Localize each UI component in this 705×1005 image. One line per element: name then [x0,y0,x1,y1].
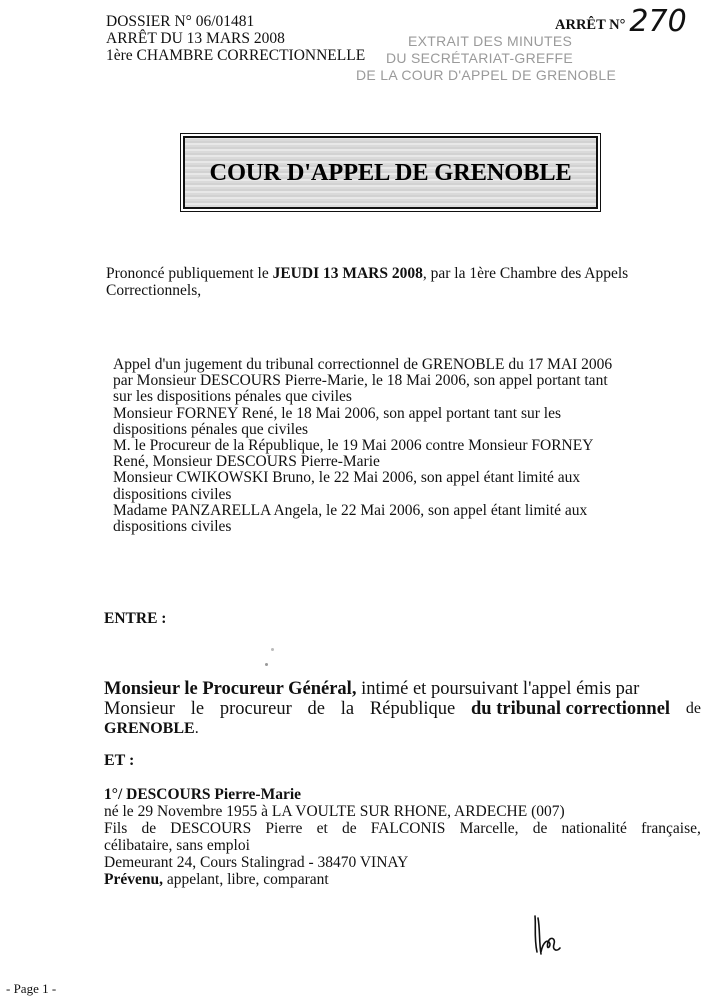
word: FALCONIS [370,820,446,837]
appeal-line: dispositions pénales que civiles [113,420,309,438]
party-status: célibataire, sans emploi [104,837,250,854]
word: le [190,699,205,719]
procureur-title: Monsieur le Procureur Général, [104,679,357,699]
appeal-line: Madame PANZARELLA Angela, le 22 Mai 2006, son appel étant limité aux [113,501,588,519]
arret-label: ARRÊT N° [555,17,626,33]
arret-number-handwritten: 270 [629,4,687,39]
handwritten-initials-icon [530,912,566,958]
procureur-line-2 [104,699,701,719]
pronounce-suffix: , par la 1ère Chambre des Appels [422,265,629,282]
pronounce-line-1 [106,266,628,282]
appeal-line: René, Monsieur DESCOURS Pierre-Marie [113,453,380,471]
stamp-line-1: EXTRAIT DES MINUTES [408,33,573,49]
party-role [104,872,329,888]
party-heading: 1°/ DESCOURS Pierre-Marie [104,786,302,803]
party-role-text: appelant, libre, comparant [162,871,329,888]
word: de [307,699,325,719]
city-name: GRENOBLE [104,720,195,737]
appeals-list [113,357,612,535]
et-heading: ET : [104,752,135,769]
page-number: - Page 1 - [6,981,57,996]
word: Fils [104,820,128,837]
appeal-line: Monsieur FORNEY René, le 18 Mai 2006, son appel portant tant sur les [113,404,562,422]
court-title-box [183,136,598,209]
entre-heading: ENTRE : [104,610,167,627]
scan-speck [271,648,274,651]
appeal-line: Monsieur CWIKOWSKI Bruno, le 22 Mai 2006, son appel étant limité aux [113,469,581,487]
court-title: COUR D'APPEL DE GRENOBLE [209,158,572,186]
arret-number-block [555,4,687,39]
procureur-line-1 [104,679,639,699]
procureur-line-3 [104,719,199,739]
pronounce-line-2: Correctionnels, [106,282,202,299]
party-address: Demeurant 24, Cours Stalingrad - 38470 VINAY [104,854,409,871]
word: et [316,820,328,837]
word: de [532,820,548,837]
word: Marcelle, [459,820,519,837]
word: République [369,699,456,719]
party-birth: né le 29 Novembre 1955 à LA VOULTE SUR RHONE, ARDECHE (007) [104,803,565,820]
appeal-line: M. le Procureur de la République, le 19 Mai 2006 contre Monsieur FORNEY [113,436,594,454]
appeal-line: par Monsieur DESCOURS Pierre-Marie, le 18 Mai 2006, son appel portant tant [113,372,608,390]
tribunal-name: du tribunal correctionnel [471,699,671,719]
word: Pierre [265,820,303,837]
word: procureur [219,699,292,719]
word: DESCOURS [170,820,252,837]
party-parents [104,821,701,837]
word: de [341,820,357,837]
appeal-line: Appel d'un jugement du tribunal correctionnel de GRENOBLE du 17 MAI 2006 [113,356,613,373]
stamp-line-2: DU SECRÉTARIAT-GREFFE [386,50,574,66]
party-role-label: Prévenu, [104,871,163,888]
appeal-line: dispositions civiles [113,485,232,503]
word: la [340,699,355,719]
pronounce-date: JEUDI 13 MARS 2008 [272,265,423,282]
pronounce-prefix: Prononcé publiquement le [106,265,273,282]
chamber: 1ère CHAMBRE CORRECTIONNELLE [106,47,366,64]
appeal-line: dispositions civiles [113,517,232,535]
procureur-text-1: intimé et poursuivant l'appel émis par [356,679,640,699]
dossier-number: DOSSIER N° 06/01481 [106,13,255,30]
arret-date: ARRÊT DU 13 MARS 2008 [106,30,285,47]
word: nationalité [561,820,627,837]
word: Monsieur [104,699,175,719]
word: de [685,700,701,717]
appeal-line: sur les dispositions pénales que civiles [113,388,352,406]
stamp-line-3: DE LA COUR D'APPEL DE GRENOBLE [356,67,617,83]
word: de [141,820,157,837]
scan-speck [265,663,268,666]
period: . [194,720,199,737]
word: française, [641,820,701,837]
